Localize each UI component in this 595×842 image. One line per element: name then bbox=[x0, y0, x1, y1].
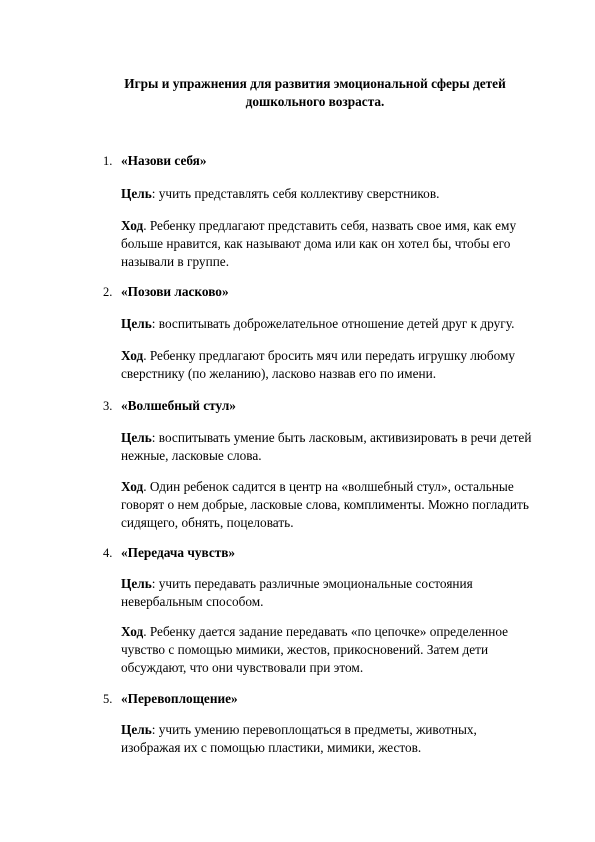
goal-text: : учить передавать различные эмоциональные состояния bbox=[151, 576, 473, 591]
goal-line: изображая их с помощью пластики, мимики, жестов. bbox=[121, 740, 422, 755]
game-move bbox=[121, 217, 561, 271]
game-move bbox=[121, 347, 561, 383]
game-heading bbox=[0, 690, 595, 708]
document-title bbox=[90, 75, 540, 111]
move-label: Ход bbox=[121, 348, 144, 363]
goal-label: Цель bbox=[121, 430, 152, 445]
goal-label: Цель bbox=[121, 186, 152, 201]
move-line bbox=[121, 347, 561, 365]
game-heading bbox=[0, 152, 595, 170]
game-title: «Перевоплощение» bbox=[121, 691, 238, 706]
game-move bbox=[121, 478, 561, 532]
move-label: Ход bbox=[121, 218, 144, 233]
move-line: обсуждают, что они чувствовали при этом. bbox=[121, 660, 364, 675]
document-title-line-1: Игры и упражнения для развития эмоциональной сферы детей bbox=[124, 76, 506, 91]
move-line: называли в группе. bbox=[121, 254, 230, 269]
goal-line bbox=[121, 575, 561, 593]
move-text: . Ребенку дается задание передавать «по цепочке» определенное bbox=[143, 624, 509, 639]
game-heading bbox=[0, 397, 595, 415]
game-title: «Назови себя» bbox=[121, 153, 207, 168]
move-line bbox=[121, 217, 561, 235]
document-title-line-2: дошкольного возраста. bbox=[245, 94, 385, 109]
goal-text: : воспитывать умение быть ласковым, активизировать в речи детей bbox=[151, 430, 532, 445]
goal-text: : учить умению перевоплощаться в предметы, животных, bbox=[151, 722, 477, 737]
game-number: 4. bbox=[103, 546, 113, 560]
move-line: чувство с помощью мимики, жестов, прикосновений. Затем дети bbox=[121, 642, 489, 657]
move-line: говорят о нем добрые, ласковые слова, комплименты. Можно погладить bbox=[121, 497, 529, 512]
goal-line bbox=[121, 185, 561, 203]
game-goal bbox=[121, 315, 561, 333]
game-number: 1. bbox=[103, 154, 113, 168]
goal-line: нежные, ласковые слова. bbox=[121, 448, 262, 463]
move-text: . Ребенку предлагают представить себя, назвать свое имя, как ему bbox=[143, 218, 517, 233]
move-text: . Один ребенок садится в центр на «волшебный стул», остальные bbox=[143, 479, 514, 494]
move-line: сверстнику (по желанию), ласково назвав его по имени. bbox=[121, 366, 437, 381]
goal-line bbox=[121, 429, 561, 447]
game-goal bbox=[121, 575, 561, 611]
move-line: сидящего, обнять, поцеловать. bbox=[121, 515, 294, 530]
game-goal bbox=[121, 429, 561, 465]
game-number: 2. bbox=[103, 285, 113, 299]
move-label: Ход bbox=[121, 624, 144, 639]
game-title: «Передача чувств» bbox=[121, 545, 236, 560]
game-heading bbox=[0, 544, 595, 562]
game-goal bbox=[121, 721, 561, 757]
game-number: 3. bbox=[103, 399, 113, 413]
game-heading bbox=[0, 283, 595, 301]
move-line bbox=[121, 478, 561, 496]
game-title: «Волшебный стул» bbox=[121, 398, 236, 413]
goal-label: Цель bbox=[121, 722, 152, 737]
game-goal bbox=[121, 185, 561, 203]
goal-text: : учить представлять себя коллективу сверстников. bbox=[151, 186, 440, 201]
move-label: Ход bbox=[121, 479, 144, 494]
goal-text: : воспитывать доброжелательное отношение детей друг к другу. bbox=[151, 316, 515, 331]
game-number: 5. bbox=[103, 692, 113, 706]
goal-line bbox=[121, 721, 561, 739]
move-line: больше нравится, как называют дома или как он хотел бы, чтобы его bbox=[121, 236, 511, 251]
goal-label: Цель bbox=[121, 316, 152, 331]
goal-line bbox=[121, 315, 561, 333]
game-move bbox=[121, 623, 561, 677]
goal-line: невербальным способом. bbox=[121, 594, 264, 609]
move-text: . Ребенку предлагают бросить мяч или передать игрушку любому bbox=[143, 348, 516, 363]
game-title: «Позови ласково» bbox=[121, 284, 229, 299]
goal-label: Цель bbox=[121, 576, 152, 591]
move-line bbox=[121, 623, 561, 641]
